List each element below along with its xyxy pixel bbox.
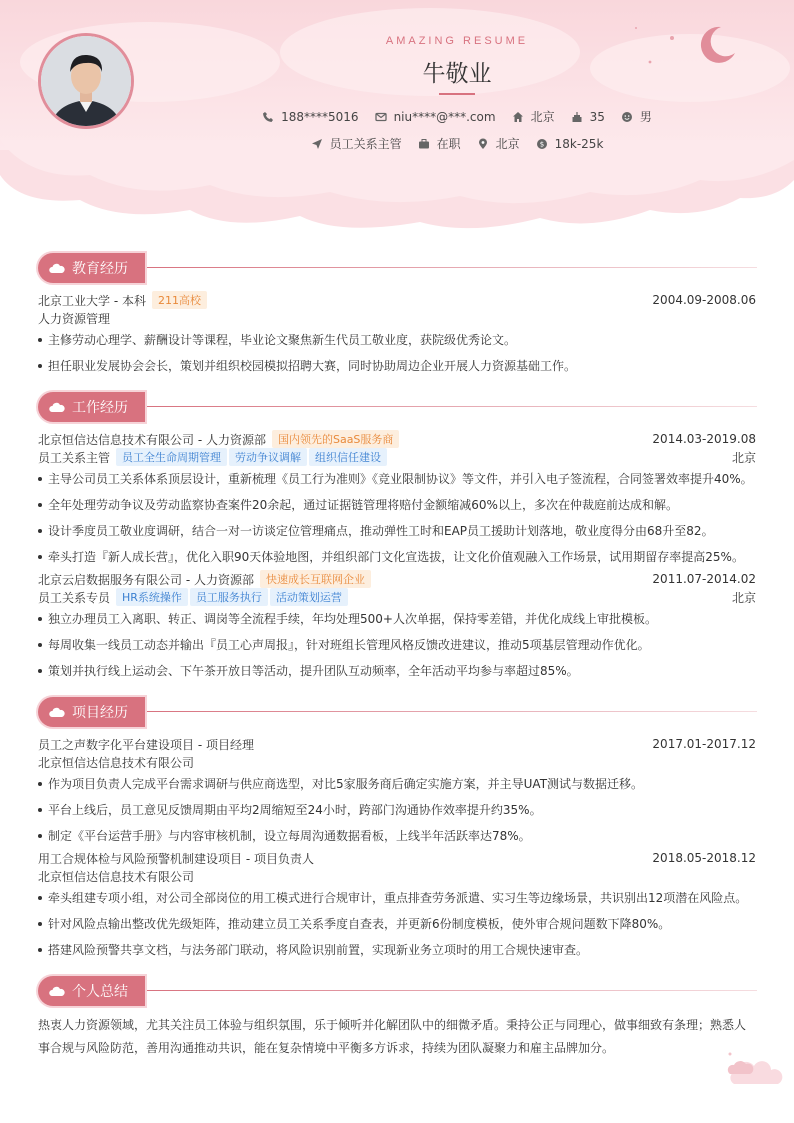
cloud-icon [49,263,65,273]
project-company: 北京恒信达信息技术有限公司 [38,869,195,884]
education-block [38,291,756,379]
summary-text: 热衷人力资源领域，尤其关注员工体验与组织氛围，乐于倾听并化解团队中的细微矛盾。秉持公正与同理心，做事细致有条理；熟悉人事合规与风险防范，善用沟通推动共识，能在复杂情境中平衡多方诉求，持续为团队凝聚力和雇主品牌加分。 [38,1018,747,1055]
project-company-row [38,867,756,885]
section-divider [147,711,757,712]
education-section-header [38,253,758,283]
skill-tag: 活动策划运营 [270,588,348,606]
work-date: 2011.07-2014.02 [652,572,756,586]
intent-status [418,135,461,152]
company-tag: 国内领先的SaaS服务商 [272,430,399,448]
project-company: 北京恒信达信息技术有限公司 [38,755,195,770]
list-item: 设计季度员工敬业度调研，结合一对一访谈定位管理痛点，推动弹性工时和EAP员工援助计划落地，敬业度得分由68升至82。 [38,518,756,544]
project-row [38,735,756,753]
intent-position [311,135,402,152]
send-icon [311,138,323,150]
project-tab [38,697,145,727]
skill-tag: HR系统操作 [116,588,188,606]
list-item: 牵头组建专项小组，对公司全部岗位的用工模式进行合规审计，重点排查劳务派遣、实习生等边缘场景，共识别出12项潜在风险点。 [38,885,756,911]
list-item: 每周收集一线员工动态并输出『员工心声周报』，针对班组长管理风格反馈改进建议，推动5项基层管理动作优化。 [38,632,756,658]
skill-tag: 员工服务执行 [190,588,268,606]
job-title: 员工关系主管 [38,450,111,465]
list-item: 主导公司员工关系体系顶层设计，重新梳理《员工行为准则》《竞业限制协议》等文件，并引入电子签流程，合同签署效率提升40%。 [38,466,756,492]
cloud-icon [49,707,65,717]
location-pin-icon [477,138,489,150]
project-name: 用工合规体检与风险预警机制建设项目 - 项目负责人 [38,851,314,866]
project-company-row [38,753,756,771]
age-text: 35 [589,109,605,124]
contact-city [512,108,555,125]
intent-city [477,135,520,152]
major-name: 人力资源管理 [38,311,111,326]
list-item: 作为项目负责人完成平台需求调研与供应商选型，对比5家服务商后确定实施方案，并主导UAT测试与数据迁移。 [38,771,756,797]
phone-icon [262,111,274,123]
work-tab [38,392,145,422]
contact-phone [262,108,358,125]
list-item: 独立办理员工入离职、转正、调岗等全流程手续，年均处理500+人次单据，保持零差错，并优化成线上审批模板。 [38,606,756,632]
status-text: 在职 [436,137,461,151]
intent-city-text: 北京 [495,137,520,151]
school-tag: 211高校 [152,291,207,309]
education-row [38,291,756,309]
list-item: 制定《平台运营手册》与内容审核机制，设立每周沟通数据看板，上线半年活跃率达78%。 [38,823,756,849]
cloud-decoration-icon [726,1050,786,1086]
work-city: 北京 [731,450,756,465]
cake-icon [571,111,583,123]
salary-text: 18k-25k [554,136,604,151]
project-date: 2018.05-2018.12 [652,851,756,865]
summary-tab [38,976,145,1006]
company-name: 北京恒信达信息技术有限公司 - 人力资源部 [38,432,266,447]
project-title: 项目经历 [72,705,128,721]
project-row [38,849,756,867]
contact-row [0,108,794,125]
role-row [38,448,756,466]
work-section-header [38,392,758,422]
job-title: 员工关系专员 [38,590,111,605]
section-divider [147,406,757,407]
mail-icon [375,111,387,123]
education-title: 教育经历 [72,261,128,277]
contact-email [375,108,496,125]
work-block-2 [38,570,756,684]
company-row [38,570,756,588]
summary-section-header [38,976,758,1006]
list-item: 针对风险点输出整改优先级矩阵，推动建立员工关系季度自查表，并更新6份制度模板，使外审合规问题数下降80%。 [38,911,756,937]
list-item: 策划并执行线上运动会、下午茶开放日等活动，提升团队互动频率，全年活动平均参与率超过85%。 [38,658,756,684]
intent-row [0,135,794,152]
brand-label: AMAZING RESUME [385,35,529,47]
list-item: 主修劳动心理学、薪酬设计等课程，毕业论文聚焦新生代员工敬业度，获院级优秀论文。 [38,327,756,353]
section-divider [147,267,757,268]
cloud-icon [49,986,65,996]
city-text: 北京 [530,110,555,124]
company-row [38,430,756,448]
work-date: 2014.03-2019.08 [652,432,756,446]
name-underline [439,93,475,95]
phone-text: 188****5016 [281,109,359,124]
home-icon [512,111,524,123]
role-row [38,588,756,606]
major-row [38,309,756,327]
list-item: 平台上线后，员工意见反馈周期由平均2周缩短至24小时，跨部门沟通协作效率提升约35%。 [38,797,756,823]
intent-salary [536,135,604,152]
candidate-name: 牛敬业 [422,61,492,87]
education-date: 2004.09-2008.06 [652,293,756,307]
skill-tag: 劳动争议调解 [229,448,307,466]
skill-tag: 组织信任建设 [309,448,387,466]
contact-age [571,108,605,125]
company-tag: 快速成长互联网企业 [260,570,371,588]
project-name: 员工之声数字化平台建设项目 - 项目经理 [38,737,254,752]
work-title: 工作经历 [72,400,128,416]
project-date: 2017.01-2017.12 [652,737,756,751]
section-divider [147,990,757,991]
gender-text: 男 [639,110,652,124]
list-item: 牵头打造『新人成长营』，优化入职90天体验地图，并组织部门文化宣选拔，让文化价值观融入工作场景，试用期留存率提高25%。 [38,544,756,570]
project-section-header [38,697,758,727]
cloud-icon [49,402,65,412]
email-text: niu****@***.com [393,109,496,124]
school-name: 北京工业大学 - 本科 [38,293,146,308]
project-block-2 [38,849,756,963]
work-city: 北京 [731,590,756,605]
money-icon [536,138,548,150]
contact-gender [621,108,652,125]
project-block-1 [38,735,756,849]
position-text: 员工关系主管 [329,137,402,151]
summary-title: 个人总结 [72,984,128,1000]
list-item: 担任职业发展协会会长，策划并组织校园模拟招聘大赛，同时协助周边企业开展人力资源基础工作。 [38,353,756,379]
list-item: 搭建风险预警共享文档，与法务部门联动，将风险识别前置，实现新业务立项时的用工合规快速审查。 [38,937,756,963]
work-block-1 [38,430,756,570]
skill-tag: 员工全生命周期管理 [116,448,227,466]
smile-icon [621,111,633,123]
list-item: 全年处理劳动争议及劳动监察协查案件20余起，通过证据链管理将赔付金额缩减60%以上，多次在仲裁庭前达成和解。 [38,492,756,518]
svg-text:$: $ [539,140,544,149]
education-tab [38,253,145,283]
briefcase-icon [418,138,430,150]
company-name: 北京云启数据服务有限公司 - 人力资源部 [38,572,254,587]
